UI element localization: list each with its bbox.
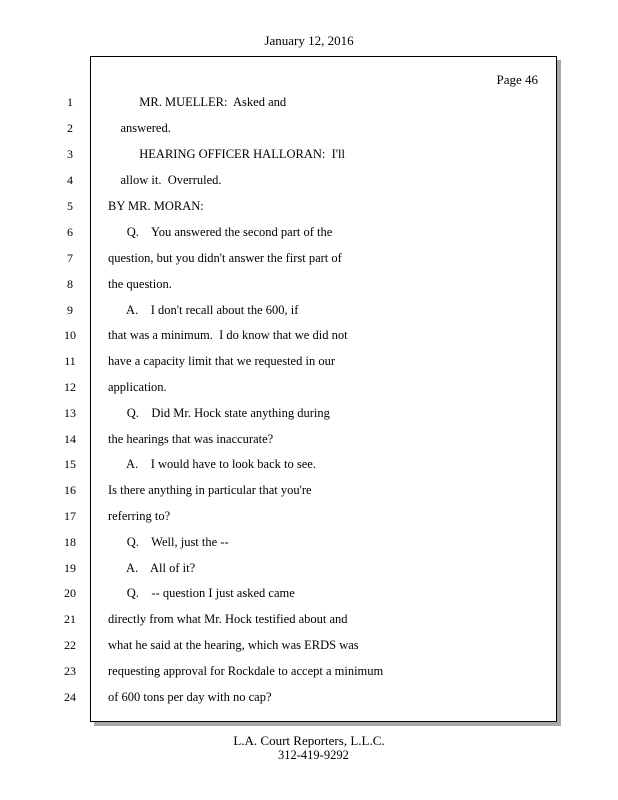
transcript-line: Q. You answered the second part of the bbox=[108, 225, 333, 239]
transcript-line: of 600 tons per day with no cap? bbox=[108, 690, 272, 704]
transcript-line: A. I don't recall about the 600, if bbox=[108, 303, 299, 317]
line-number: 13 bbox=[64, 406, 76, 420]
transcript-line: referring to? bbox=[108, 509, 171, 523]
transcript-line: A. I would have to look back to see. bbox=[108, 457, 316, 471]
transcript-line: MR. MUELLER: Asked and bbox=[108, 95, 287, 109]
line-number: 21 bbox=[64, 612, 76, 626]
transcript-line: the hearings that was inaccurate? bbox=[108, 432, 274, 446]
transcript-line: directly from what Mr. Hock testified about and bbox=[108, 612, 348, 626]
line-number: 3 bbox=[67, 147, 73, 161]
line-number: 1 bbox=[67, 95, 73, 109]
transcript-line: that was a minimum. I do know that we did not bbox=[108, 328, 348, 342]
transcript-line: allow it. Overruled. bbox=[108, 173, 222, 187]
transcript-line: BY MR. MORAN: bbox=[108, 199, 204, 213]
transcript-line: what he said at the hearing, which was ERDS was bbox=[108, 638, 359, 652]
line-number: 8 bbox=[67, 277, 73, 291]
transcript-line: Q. Well, just the -- bbox=[108, 535, 229, 549]
transcript-line: answered. bbox=[108, 121, 171, 135]
transcript-line: Q. -- question I just asked came bbox=[108, 586, 295, 600]
line-number: 9 bbox=[67, 303, 73, 317]
line-number: 22 bbox=[64, 638, 76, 652]
line-number: 4 bbox=[67, 173, 73, 187]
line-number: 18 bbox=[64, 535, 76, 549]
line-number: 2 bbox=[67, 121, 73, 135]
transcript-line: HEARING OFFICER HALLORAN: I'll bbox=[108, 147, 345, 161]
transcript-line: the question. bbox=[108, 277, 172, 291]
header-date: January 12, 2016 bbox=[264, 33, 354, 48]
transcript-line: question, but you didn't answer the first part of bbox=[108, 251, 342, 265]
line-number: 6 bbox=[67, 225, 73, 239]
line-number: 19 bbox=[64, 561, 76, 575]
transcript-line: Q. Did Mr. Hock state anything during bbox=[108, 406, 330, 420]
footer-phone: 312-419-9292 bbox=[278, 748, 349, 762]
line-number: 16 bbox=[64, 483, 76, 497]
line-number: 17 bbox=[64, 509, 76, 523]
line-number: 12 bbox=[64, 380, 76, 394]
line-number: 14 bbox=[64, 432, 76, 446]
line-number: 7 bbox=[67, 251, 73, 265]
page-number: Page 46 bbox=[496, 72, 538, 87]
footer-company: L.A. Court Reporters, L.L.C. bbox=[233, 733, 385, 748]
transcript-line: application. bbox=[108, 380, 167, 394]
line-number: 5 bbox=[67, 199, 73, 213]
transcript-line: Is there anything in particular that you're bbox=[108, 483, 312, 497]
transcript-line: A. All of it? bbox=[108, 561, 196, 575]
line-number: 10 bbox=[64, 328, 76, 342]
transcript-line: requesting approval for Rockdale to accept a minimum bbox=[108, 664, 384, 678]
line-number: 24 bbox=[64, 690, 76, 704]
line-number: 23 bbox=[64, 664, 76, 678]
line-number: 20 bbox=[64, 586, 76, 600]
transcript-line: have a capacity limit that we requested in our bbox=[108, 354, 335, 368]
line-number: 11 bbox=[64, 354, 76, 368]
line-number: 15 bbox=[64, 457, 76, 471]
